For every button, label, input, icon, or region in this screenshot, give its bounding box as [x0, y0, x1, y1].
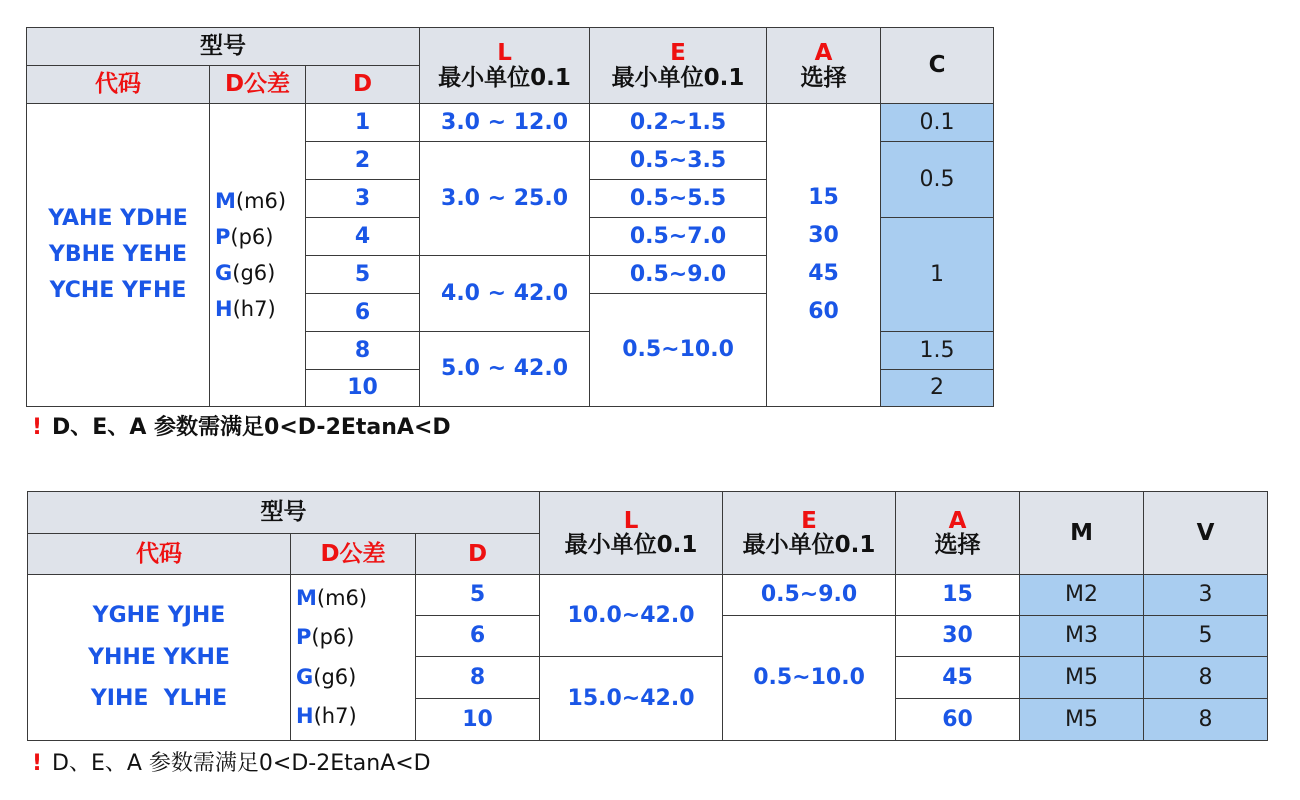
model-header: 型号 — [27, 28, 420, 66]
v-value: 8 — [1144, 657, 1268, 699]
m-header: M — [1020, 492, 1144, 575]
l-range: 4.0 ~ 42.0 — [420, 256, 590, 332]
e-header — [590, 28, 767, 104]
c-value: 2 — [881, 370, 994, 407]
a-header-sub: 选择 — [800, 64, 847, 91]
tolerance-cell — [210, 104, 306, 407]
m-value: M2 — [1020, 575, 1144, 616]
model-code: YCHE YFHE — [49, 278, 187, 304]
tolerance-letter: H — [296, 703, 314, 728]
tolerance-grade: (g6) — [313, 664, 357, 689]
c-value: 1.5 — [881, 332, 994, 370]
constraint-note-1 — [32, 410, 451, 441]
m-value: M5 — [1020, 657, 1144, 699]
model-code: YHHE YKHE — [88, 644, 230, 670]
e-header-sub: 最小单位0.1 — [611, 64, 745, 91]
v-header: V — [1144, 492, 1268, 575]
c-header: C — [881, 28, 994, 104]
a-value: 15 — [808, 185, 839, 211]
v-value: 3 — [1144, 575, 1268, 616]
tolerance-grade: (p6) — [311, 625, 355, 650]
a-value: 60 — [808, 298, 839, 324]
d-tolerance-header: D公差 — [291, 534, 416, 575]
e-range: 0.5~10.0 — [723, 616, 896, 741]
d-value: 10 — [306, 370, 420, 407]
e-range: 0.2~1.5 — [590, 104, 767, 142]
model-code: YGHE YJHE — [92, 602, 226, 628]
e-header-sub: 最小单位0.1 — [742, 532, 876, 558]
tolerance-grade: (p6) — [230, 224, 274, 249]
d-value: 1 — [306, 104, 420, 142]
d-value: 8 — [416, 657, 540, 699]
warning-icon: ! — [32, 415, 43, 440]
model-code: YAHE YDHE — [48, 205, 188, 231]
warning-icon: ! — [32, 751, 43, 776]
d-value: 5 — [306, 256, 420, 294]
l-range: 15.0~42.0 — [540, 657, 723, 741]
e-header-label: E — [801, 507, 817, 534]
tolerance-grade: (m6) — [316, 585, 368, 610]
d-value: 6 — [416, 616, 540, 657]
tolerance-letter: P — [215, 224, 231, 249]
l-range: 3.0 ~ 25.0 — [420, 142, 590, 256]
l-range: 3.0 ~ 12.0 — [420, 104, 590, 142]
tolerance-grade: (h7) — [313, 703, 357, 728]
constraint-text: D、E、A 参数需满足0<D-2EtanA<D — [52, 415, 451, 440]
a-value: 45 — [896, 657, 1020, 699]
c-value: 1 — [881, 218, 994, 332]
tolerance-letter: P — [296, 625, 312, 650]
d-value: 8 — [306, 332, 420, 370]
m-value: M3 — [1020, 616, 1144, 657]
tolerance-letter: H — [215, 297, 233, 322]
a-header — [896, 492, 1020, 575]
d-value: 2 — [306, 142, 420, 180]
d-header: D — [306, 66, 420, 104]
constraint-note-2 — [32, 746, 431, 777]
e-range: 0.5~5.5 — [590, 180, 767, 218]
e-header-label: E — [670, 40, 686, 67]
tolerance-letter: M — [296, 585, 317, 610]
d-value: 6 — [306, 294, 420, 332]
a-value: 15 — [896, 575, 1020, 616]
l-range: 10.0~42.0 — [540, 575, 723, 657]
tolerance-grade: (h7) — [232, 297, 276, 322]
e-range: 0.5~9.0 — [590, 256, 767, 294]
e-range: 0.5~7.0 — [590, 218, 767, 256]
a-values-cell — [767, 104, 881, 407]
a-value: 30 — [896, 616, 1020, 657]
l-header-sub: 最小单位0.1 — [564, 532, 698, 558]
tolerance-letter: M — [215, 188, 236, 213]
spec-table-2 — [27, 491, 1268, 741]
a-header-label: A — [814, 40, 833, 67]
l-range: 5.0 ~ 42.0 — [420, 332, 590, 407]
c-value: 0.5 — [881, 142, 994, 218]
a-value: 30 — [808, 223, 839, 249]
l-header — [420, 28, 590, 104]
a-header-sub: 选择 — [934, 532, 981, 558]
tolerance-letter: G — [296, 664, 314, 689]
model-code: YBHE YEHE — [48, 241, 188, 267]
a-header-label: A — [948, 507, 967, 534]
c-value: 0.1 — [881, 104, 994, 142]
code-header: 代码 — [27, 66, 210, 104]
e-range: 0.5~10.0 — [590, 294, 767, 407]
m-value: M5 — [1020, 699, 1144, 741]
l-header-label: L — [623, 507, 639, 534]
d-value: 4 — [306, 218, 420, 256]
tolerance-grade: (m6) — [235, 188, 287, 213]
model-codes-cell — [27, 104, 210, 407]
l-header-label: L — [497, 40, 512, 67]
e-range: 0.5~3.5 — [590, 142, 767, 180]
e-header — [723, 492, 896, 575]
l-header — [540, 492, 723, 575]
d-tolerance-header: D公差 — [210, 66, 306, 104]
a-header — [767, 28, 881, 104]
model-codes-cell — [28, 575, 291, 741]
tolerance-grade: (g6) — [232, 261, 276, 285]
e-range: 0.5~9.0 — [723, 575, 896, 616]
v-value: 8 — [1144, 699, 1268, 741]
model-code: YIHE YLHE — [90, 686, 228, 712]
d-value: 10 — [416, 699, 540, 741]
tolerance-letter: G — [215, 261, 233, 285]
l-header-sub: 最小单位0.1 — [438, 64, 571, 91]
code-header: 代码 — [28, 534, 291, 575]
a-value: 60 — [896, 699, 1020, 741]
constraint-text: D、E、A 参数需满足0<D-2EtanA<D — [52, 751, 431, 776]
d-value: 3 — [306, 180, 420, 218]
tolerance-cell — [291, 575, 416, 741]
spec-table-1 — [26, 27, 994, 407]
a-value: 45 — [808, 261, 839, 286]
d-value: 5 — [416, 575, 540, 616]
v-value: 5 — [1144, 616, 1268, 657]
model-header: 型号 — [28, 492, 540, 534]
d-header: D — [416, 534, 540, 575]
